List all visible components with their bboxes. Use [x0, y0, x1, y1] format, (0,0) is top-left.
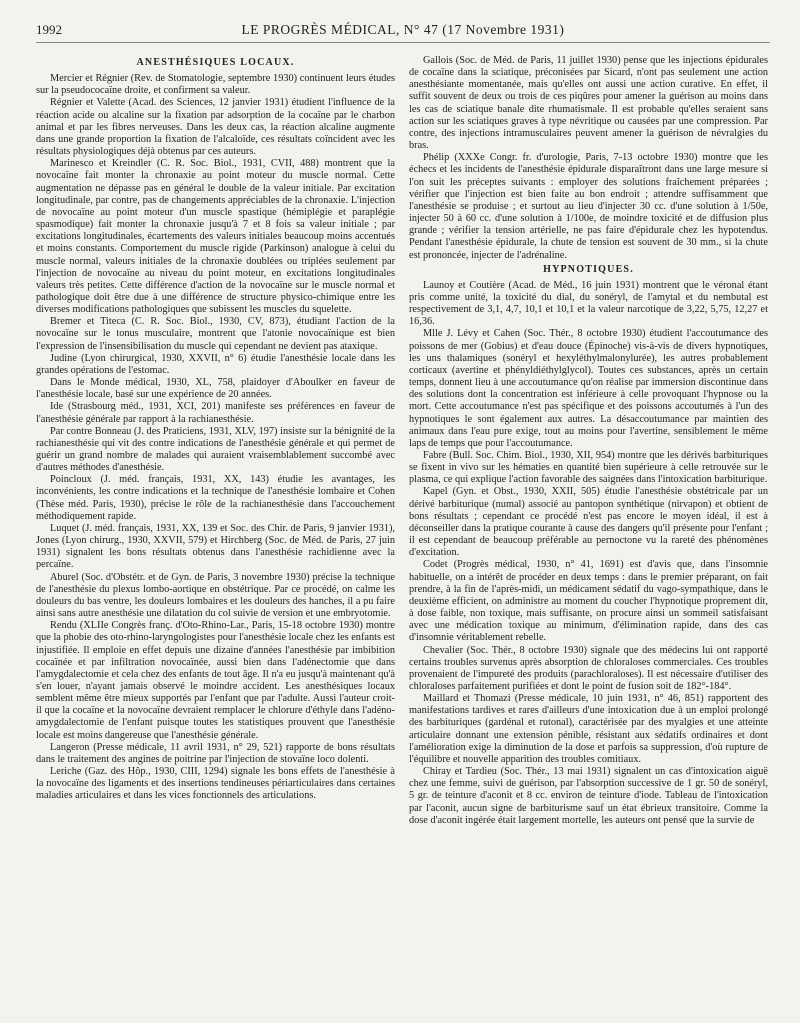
page-number: 1992	[36, 22, 62, 37]
paragraph: Luquet (J. méd. français, 1931, XX, 139 et Soc. des Chir. de Paris, 9 janvier 1931), Jones (Lyon chirurg., 1930, XXVII, 579) et Hirchberg (Soc. de Méd. de Paris, 27 juin 1931) signalent les bons résultats obtenus dans l'anesthésie rachidienne avec la percaïne.	[36, 522, 395, 571]
paragraph: Gallois (Soc. de Méd. de Paris, 11 juillet 1930) pense que les injections épidurales de cocaïne dans la sciatique, préconisées par Sicard, n'ont pas seulement une action anesthésiante momentanée, mais qu'elles ont aussi une action curative. En effet, il suffit souvent de deux ou trois de ces piqûres pour amener la guérison au moins dans les cas de sciatique banale dite rhumatismale. Il est probable qu'elles seraient sans action sur les sciatiques graves à type névritique ou causées par une compression. Par contre, des injections intramusculaires peuvent amener la guérison de névralgies du bras.	[409, 55, 768, 152]
paragraph: Mlle J. Lévy et Cahen (Soc. Thér., 8 octobre 1930) étudient l'accoutumance des poissons de mer (Gobius) et d'eau douce (Épinoche) vis-à-vis de divers hypnotiques, les uns thalamiques (sonéryl et hexyléthylmalonylurée), les autres probablement corticaux (avertine et phényldiéthylglycol). Toutes ces substances, après un certain temps, donnent lieu à une accoutumance qu'on réalise par immersion discontinue dans des solutions dont la concentration est inférieure à celle provoquant l'hypnose ou la mort. Cette accoutumance n'est pas spécifique et des poissons accoutumés à l'un des hypnotiques le sont également aux autres. La désaccoutumance par maintien des animaux dans l'eau pure exige, tout au moins pour l'avertine, sensiblement le même laps de temps que pour l'accoutumance.	[409, 328, 768, 449]
paragraph: Maillard et Thomazi (Presse médicale, 10 juin 1931, n° 46, 851) rapportent des manifestations tardives et rares d'ailleurs d'une intoxication due à un emploi prolongé des barbituriques (gardénal et rutonal), caractérisée par des myalgies et une atteinte articulaire donnant une extension pénible, résistant aux sédatifs ordinaires et dont l'amélioration exige la diminution de la dose et parfois sa suppression, d'où rupture de l'équilibre et nouvelle apparition des troubles comitiaux.	[409, 693, 768, 765]
paragraph: Chiray et Tardieu (Soc. Thér., 13 mai 1931) signalent un cas d'intoxication aiguë chez une femme, suivi de guérison, par l'absorption successive de 1 gr. 50 de sonéryl, 5 gr. de teinture d'aconit et 8 cc. environ de teinture d'iode. Tableau de l'intoxication par l'aconit, aucun signe de barbiturisme sauf un état ébrieux transitoire. Comme la dose d'aconit ingérée était largement mortelle, les auteurs ont pensé que la survie de	[409, 766, 768, 826]
paragraph: Marinesco et Kreindler (C. R. Soc. Biol., 1931, CVII, 488) montrent que la novocaïne fait monter la chronaxie au point moteur du muscle normal. Cette augmentation ne dépasse pas en général le double de la valeur initiale. Par excitation longitudinale, par contre, pas de changements appréciables de la chronaxie. L'injection de novocaïne au point moteur d'un muscle spastique (hémiplégie et paraplégie spasmodique) fait monter la chronaxie jusqu'à 7 et 8 fois sa valeur initiale ; par excitations longitudinales, écartements des valeurs initiales beaucoup moins accentués et moins constants. Comportement du muscle rigide (Parkinson) analogue à celui du muscle normal, valeurs initiales de la chronaxie doublées ou triplées seulement par l'injection de novocaïne au niveau du point moteur, en excitations longitudinales valeurs très petites. Cette différence d'action de la novocaïne sur le muscle normal et pathologique doit être due à une différence de structure physico-chimique entre les diverses modifications pathologiques que subissent les muscles du squelette.	[36, 158, 395, 316]
section-heading-local-anesthetics: ANESTHÉSIQUES LOCAUX.	[136, 57, 295, 68]
paragraph: Launoy et Coutière (Acad. de Méd., 16 juin 1931) montrent que le véronal étant pris comme unité, la toxicité du dial, du sonéryl, de l'amytal et du nembutal est respectivement de 3,1, 4,7, 10,1 et 10,1 et la valeur narcotique de 3,22, 5,75, 12,27 et 16,36.	[409, 279, 768, 328]
paragraph: Langeron (Presse médicale, 11 avril 1931, n° 29, 521) rapporte de bons résultats dans le traitement des angines de poitrine par l'injection de stovaïne loco dolenti.	[36, 741, 395, 765]
paragraph: Phélip (XXXe Congr. fr. d'urologie, Paris, 7-13 octobre 1930) montre que les échecs et les incidents de l'anesthésie épidurale disparaîtront dans une large mesure si l'on suit les préceptes suivants : employer des solutions fraîchement préparées ; vérifier que l'injection est bien faite au bon endroit ; attendre suffisamment que l'anesthésie se produise ; et surtout au lieu d'injecter 30 cc. d'une solution à 1/50e, injecter 50 à 60 cc. d'une solution à 1/100e, de moindre toxicité et de diffusion plus grande ; vérifier la tension artérielle, ne pas faire d'épidurale chez les hypotendus. Pendant l'anesthésie épidurale, la chute de tension est souvent de 30 mm., si la chute est prononcée, injecter de l'adrénaline.	[409, 152, 768, 261]
two-column-body	[36, 55, 770, 827]
paragraph: Par contre Bonneau (J. des Praticiens, 1931, XLV, 197) insiste sur la bénignité de la rachianesthésie qui vit des contre indications de l'anesthésie générale et qui permet de guérir un grand nombre de malades qui auraient vraisemblablement succombé avec d'autres méthodes d'anesthésie.	[36, 425, 395, 474]
paragraph: Leriche (Gaz. des Hôp., 1930, CIII, 1294) signale les bons effets de l'anesthésie à la novocaïne des ligaments et des insertions tendineuses périarticulaires dans certaines maladies articulaires et dans les vices fonctionnels des articulations.	[36, 766, 395, 802]
paragraph: Codet (Progrès médical, 1930, n° 41, 1691) est d'avis que, dans l'insomnie habituelle, on a intérêt de procéder en deux temps : dans le premier préparant, on fait prendre, à la fin de l'après-midi, un médicament sédatif du vago-sympathique, dans le deuxième efficient, on administre au moment du coucher l'hypnotique proprement dit, à dose faible, non toxique, mais suffisante, on procure ainsi un sommeil satisfaisant avec une médication toxique au minimum, d'élimination rapide, dans des cas d'insomnie véritablement rebelle.	[409, 559, 768, 644]
paragraph: Judine (Lyon chirurgical, 1930, XXVII, n° 6) étudie l'anesthésie locale dans les grandes opérations de l'estomac.	[36, 352, 395, 376]
paragraph: Aburel (Soc. d'Obstétr. et de Gyn. de Paris, 3 novembre 1930) précise la technique de l'anesthésie du plexus lombo-aortique en obstétrique. Par ce procédé, on calme les douleurs du bas ventre, les douleurs lombaires et les douleurs des hanches, il a pu faire ainsi sans autre anesthésie une dilatation du col suivie de version et une embryotomie.	[36, 571, 395, 620]
running-header	[36, 22, 770, 43]
paragraph: Dans le Monde médical, 1930, XL, 758, plaidoyer d'Aboulker en faveur de l'anesthésie locale, basé sur une expérience de 20 années.	[36, 377, 395, 401]
paragraph: Chevalier (Soc. Thér., 8 octobre 1930) signale que des médecins lui ont rapporté certains troubles survenus après absorption de chloraloses commerciales. Ces troubles provenaient de l'impureté des produits (parachloraloses). Il est nécessaire d'utiliser des chloraloses parfaitement purifiées et dont le point de fusion soit de 182°-184°.	[409, 644, 768, 692]
paragraph: Ide (Strasbourg méd., 1931, XCI, 201) manifeste ses préférences en faveur de l'anesthésie générale par rapport à la rachianesthésie.	[36, 401, 395, 425]
paragraph: Bremer et Titeca (C. R. Soc. Biol., 1930, CV, 873), étudiant l'action de la novocaïne sur le tonus musculaire, montrent que l'atonie novocaïnique est bien l'expression de l'insensibilisation du muscle qui cependant ne devient pas ataxique.	[36, 316, 395, 352]
paragraph: Rendu (XLIIe Congrès franç. d'Oto-Rhino-Lar., Paris, 15-18 octobre 1930) montre que la phobie des oto-rhino-laryngologistes pour l'anesthésie locale chez les enfants est injustifiée. Il emploie en effet depuis une dizaine d'années l'anesthésie par imbibition cocaïnée et par infiltration novocaïnée, aussi bien dans l'adénectomie que dans l'amygdalectomie et cela chez des enfants de tout âge. Il n'a eu jusqu'à maintenant qu'à s'en louer, n'ayant jamais observé le moindre accident. Les anesthésiques locaux semblent même être mieux supportés par l'enfant que par l'adulte. Aussi l'auteur croit-il que la cocaïne et la novocaïne devraient remplacer le chlorure d'éthyle dans l'adéno-amygdalectomie de l'enfant puisque toutes les statistiques prouvent que l'anesthésie locale est moins dangereuse que l'anesthésie générale.	[36, 620, 395, 741]
right-column	[409, 55, 768, 827]
right-paragraphs-bottom	[409, 280, 768, 827]
left-column	[36, 55, 395, 827]
journal-title: LE PROGRÈS MÉDICAL, N° 47 (17 Novembre 1931)	[241, 22, 565, 37]
section-heading-hypnotics: HYPNOTIQUES.	[543, 263, 634, 275]
paragraph: Régnier et Valette (Acad. des Sciences, 12 janvier 1931) étudient l'influence de la réaction acide ou alcaline sur la fixation par adsorption de la cocaïne par le charbon animal et par les fibres nerveuses. Dans les deux cas, la réaction alcaline augmente dans une grande proportion la fixation de l'alcaloïde, ces résultats coïncident avec les résultats physiologiques déjà obtenus par ces auteurs.	[36, 97, 395, 158]
left-paragraphs	[36, 73, 395, 802]
paragraph: Kapel (Gyn. et Obst., 1930, XXII, 505) étudie l'anesthésie obstétricale par un dérivé barbiturique (numal) associé au pantopon synthétique (nirvapon) et obtient de bons résultats ; cependant ce procédé n'est pas encore le moyen idéal, il est à déconseiller dans la pratique courante à cause des dangers qu'il présente pour l'enfant ; il est cependant de beaucoup préférable au pernoctone vu la rareté des phénomènes d'excitation.	[409, 486, 768, 559]
paragraph: Fabre (Bull. Soc. Chim. Biol., 1930, XII, 954) montre que les dérivés barbituriques se fixent in vivo sur les hématies en quantité bien supérieure à celle retrouvée sur le plasma, ce qui explique l'action favorable des saignées dans l'intoxication barbiturique.	[409, 450, 768, 486]
paragraph: Mercier et Régnier (Rev. de Stomatologie, septembre 1930) continuent leurs études sur la pseudococaïne droite, et confirment sa valeur.	[36, 73, 395, 97]
right-paragraphs-top	[409, 55, 768, 262]
paragraph: Poincloux (J. méd. français, 1931, XX, 143) étudie les avantages, les inconvénients, les contre indications et la technique de l'anesthésie lombaire et Cohen (Thèse méd. Paris, 1930), précise le rôle de la rachianesthésie dans l'accouchement méthodiquement rapide.	[36, 474, 395, 522]
